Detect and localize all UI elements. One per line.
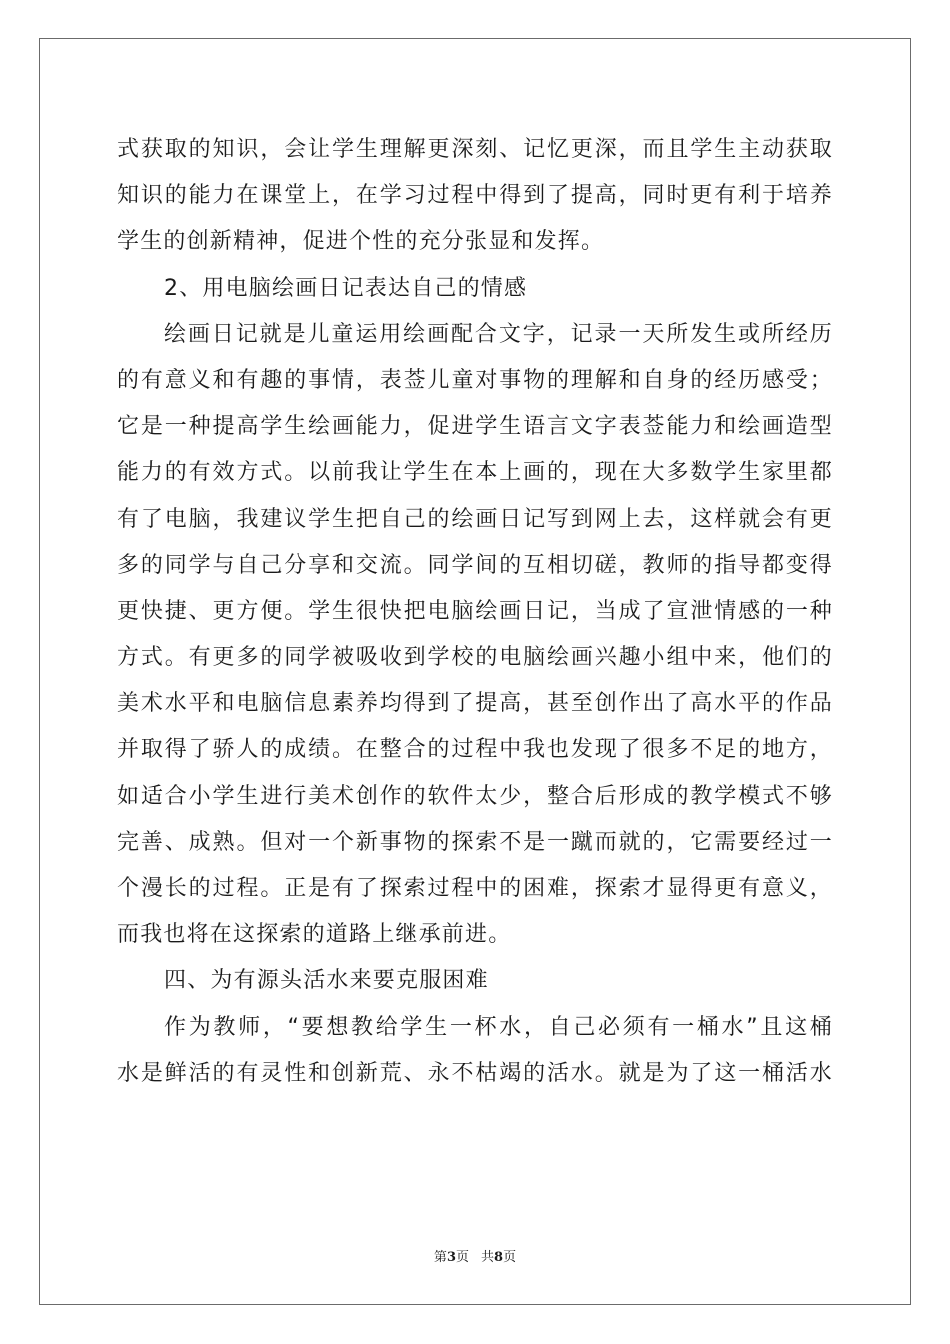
- text-line: 而我也将在这探索的道路上继承前进。: [117, 922, 512, 948]
- text-line: 个漫长的过程。正是有了探索过程中的困难，探索才显得更有意义，: [117, 876, 833, 901]
- text-line: 如适合小学生进行美术创作的软件太少，整合后形成的教学模式不够: [117, 783, 833, 809]
- text-line: 它是一种提高学生绘画能力，促进学生语言文字表莶能力和绘画造型: [117, 414, 833, 440]
- text-line: 多的同学与自己分享和交流。同学间的互相切磋，教师的指导都变得: [117, 552, 833, 578]
- text-line: 更快捷、更方便。学生很快把电脑绘画日记，当成了宣泄情感的一种: [117, 598, 833, 624]
- text-line: 方式。有更多的同学被吸收到学校的电脑绘画兴趣小组中来，他们的: [117, 645, 833, 671]
- text-line: 有了电脑，我建议学生把自己的绘画日记写到网上去，这样就会有更: [117, 506, 833, 532]
- page-footer: [0, 1246, 950, 1265]
- text-line: 学生的创新精神，促进个性的充分张显和发挥。: [117, 229, 605, 255]
- text-line: 式获取的知识，会让学生理解更深刻、记忆更深，而且学生主动获取: [117, 137, 833, 162]
- footer-total-prefix: 共: [481, 1250, 495, 1265]
- paragraph-first-line: 绘画日记就是儿童运用绘画配合文字，记录一天所发生或所经历: [164, 321, 833, 347]
- text-line: 的有意义和有趣的事情，表莶儿童对事物的理解和自身的经历感受；: [117, 367, 833, 393]
- text-line: 知识的能力在课堂上，在学习过程中得到了提高，同时更有利于培养: [117, 183, 833, 209]
- footer-page-prefix: 第: [433, 1250, 447, 1265]
- text-line: 水是鲜活的有灵性和创新荒、永不枯竭的活水。就是为了这一桶活水: [117, 1060, 833, 1086]
- section-heading: 四、为有源头活水来要克服困难: [164, 968, 489, 994]
- text-line: 并取得了骄人的成绩。在整合的过程中我也发现了很多不足的地方，: [117, 737, 833, 763]
- footer-total-suffix: 页: [503, 1250, 517, 1265]
- paragraph-first-line: 作为教师，“要想教给学生一杯水，自己必须有一桶水”且这桶: [164, 1014, 833, 1040]
- section-heading: 2、用电脑绘画日记表达自己的情感: [164, 275, 528, 301]
- footer-page-suffix: 页: [455, 1250, 469, 1265]
- footer-page-number: 3: [446, 1250, 456, 1265]
- text-line: 完善、成熟。但对一个新事物的探索不是一蹴而就的，它需要经过一: [117, 829, 833, 855]
- footer-total-number: 8: [494, 1250, 504, 1265]
- text-line: 能力的有效方式。以前我让学生在本上画的，现在大多数学生家里都: [117, 460, 833, 486]
- text-line: 美术水平和电脑信息素养均得到了提高，甚至创作出了高水平的作品: [117, 691, 833, 717]
- document-body: [117, 127, 833, 1097]
